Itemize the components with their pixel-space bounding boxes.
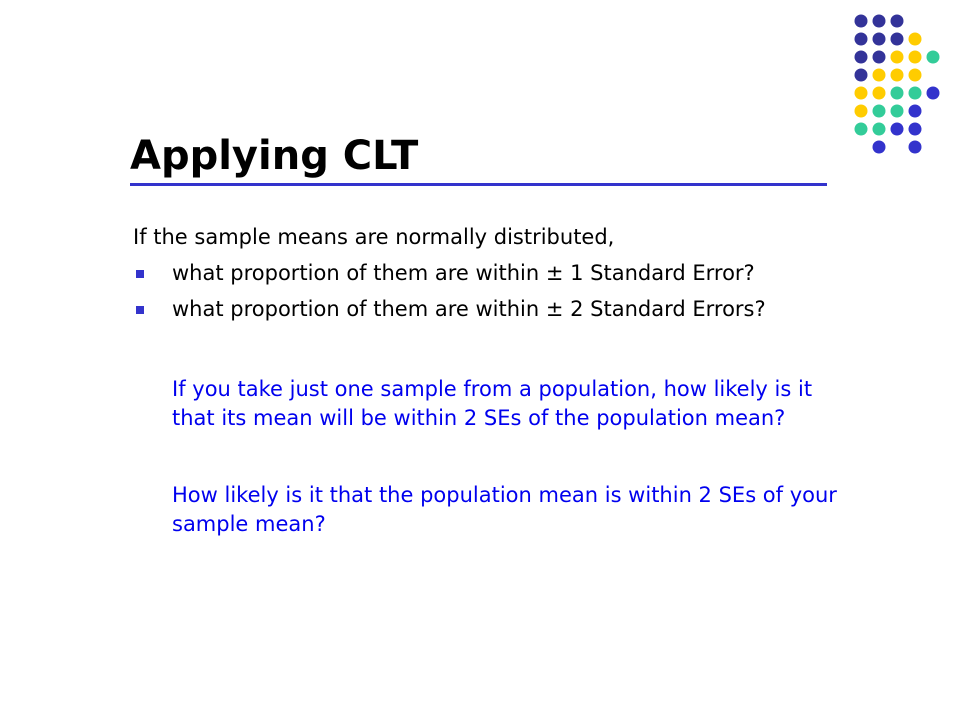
title-underline [130, 183, 827, 186]
decorative-dot [855, 69, 868, 82]
decorative-dot [891, 69, 904, 82]
decorative-dot [855, 15, 868, 28]
decorative-dot [891, 105, 904, 118]
decorative-dot [855, 105, 868, 118]
decorative-dot [855, 51, 868, 64]
decorative-dot [855, 33, 868, 46]
decorative-dot [891, 15, 904, 28]
slide-title: Applying CLT [130, 133, 419, 179]
decorative-dot [873, 141, 886, 154]
bullet-item [133, 255, 873, 291]
square-bullet-icon [136, 306, 144, 314]
intro-text: If the sample means are normally distributed, [133, 225, 615, 249]
decorative-dot [891, 51, 904, 64]
decorative-dot [909, 87, 922, 100]
decorative-dot [873, 51, 886, 64]
question-text: How likely is it that the population mean is within 2 SEs of your sample mean? [172, 483, 837, 536]
decorative-dot [891, 123, 904, 136]
bullet-text: what proportion of them are within ± 2 Standard Errors? [172, 297, 766, 321]
decorative-dot [927, 87, 940, 100]
decorative-dot [873, 69, 886, 82]
slide-body [133, 219, 873, 539]
decorative-dot [873, 33, 886, 46]
square-bullet-icon [136, 270, 144, 278]
question-text: If you take just one sample from a population, how likely is it that its mean will be within 2 SEs of the population mean? [172, 377, 813, 430]
decorative-dot [909, 69, 922, 82]
decorative-dot [873, 15, 886, 28]
decorative-dot [855, 123, 868, 136]
decorative-dot [873, 123, 886, 136]
bullet-text: what proportion of them are within ± 1 Standard Error? [172, 261, 755, 285]
decorative-dot [909, 123, 922, 136]
decorative-dot [891, 87, 904, 100]
bullet-list [133, 255, 873, 327]
bullet-item [133, 291, 873, 327]
decorative-dot [909, 51, 922, 64]
decorative-dot [909, 141, 922, 154]
decorative-dot [873, 87, 886, 100]
decorative-dot [927, 51, 940, 64]
decorative-dot [873, 105, 886, 118]
decorative-dot [909, 33, 922, 46]
decorative-dot [909, 105, 922, 118]
decorative-dot [891, 33, 904, 46]
decorative-dot [855, 87, 868, 100]
